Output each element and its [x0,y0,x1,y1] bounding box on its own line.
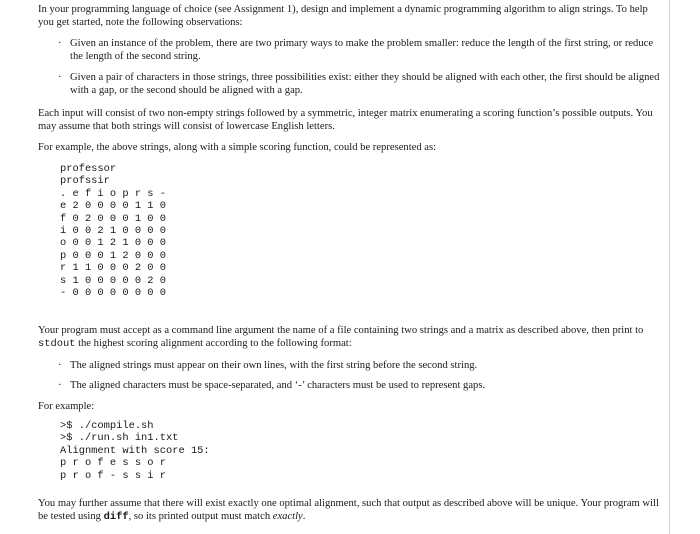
observation-item: · Given a pair of characters in those strings, three possibilities exist: either they should be aligned with each other, the first should be aligned with a gap, or the second should be aligned with a gap. [58,72,660,96]
exactly-emphasis: exactly [272,511,303,522]
code-line: . e f i o p r s - [60,187,167,200]
code-line: r 1 1 0 0 0 2 0 0 [60,262,167,275]
page-border [669,0,670,534]
code-line: Alignment with score 15: [60,444,210,457]
bullet-icon: · [58,38,62,49]
code-line: o 0 0 1 2 1 0 0 0 [60,237,167,250]
bullet-icon: · [58,380,62,391]
code-line: e 2 0 0 0 0 1 1 0 [60,200,167,213]
code-line: - 0 0 0 0 0 0 0 0 [60,287,167,300]
code-line: professor [60,163,117,175]
bullet-icon: · [58,360,62,371]
observation-item: · Given an instance of the problem, there are two primary ways to make the problem smaller: reduce the length of the first string, or reduce the length of the second string. [58,38,654,62]
code-line: f 0 2 0 0 0 1 0 0 [60,212,167,225]
example-intro: For example, the above strings, along with a simple scoring function, could be represented as: [38,142,437,153]
input-description: Each input will consist of two non-empty strings followed by a symmetric, integer matrix enumerating a scoring function’s possible outputs. You may assume that both strings will consist of lowercase English letters. [38,108,653,132]
intro-paragraph: In your programming language of choice (see Assignment 1), design and implement a dynamic programming algorithm to align strings. To help you get started, note the following observations: [38,4,648,28]
bullet-icon: · [58,72,62,83]
rule-item: · The aligned strings must appear on their own lines, with the first string before the second string. [58,360,478,371]
code-line: >$ ./compile.sh [60,420,154,432]
observation-list [58,37,663,97]
example-run-block [60,420,210,482]
code-line: p 0 0 0 1 2 0 0 0 [60,249,167,262]
code-line: >$ ./run.sh in1.txt [60,432,179,445]
code-line: p r o f e s s o r [60,457,167,470]
closing-paragraph: You may further assume that there will exist exactly one optimal alignment, such that output as described above will be unique. Your program will be tested using diff, so its printed output must match exactly. [38,498,659,523]
code-line: i 0 0 2 1 0 0 0 0 [60,225,167,238]
for-example-label: For example: [38,401,95,412]
code-line: s 1 0 0 0 0 0 2 0 [60,274,167,287]
rule-item: · The aligned characters must be space-separated, and ‘-’ characters must be used to represent gaps. [58,380,486,391]
diff-code: diff [103,511,129,523]
code-line: profssir [60,175,110,188]
example-input-block [60,163,166,299]
stdout-code: stdout [38,338,76,350]
output-rules-list [58,359,663,392]
output-description: Your program must accept as a command line argument the name of a file containing two strings and a matrix as described above, then print to stdout the highest scoring alignment according to the following format: [38,325,644,350]
code-line: p r o f - s s i r [60,469,167,482]
